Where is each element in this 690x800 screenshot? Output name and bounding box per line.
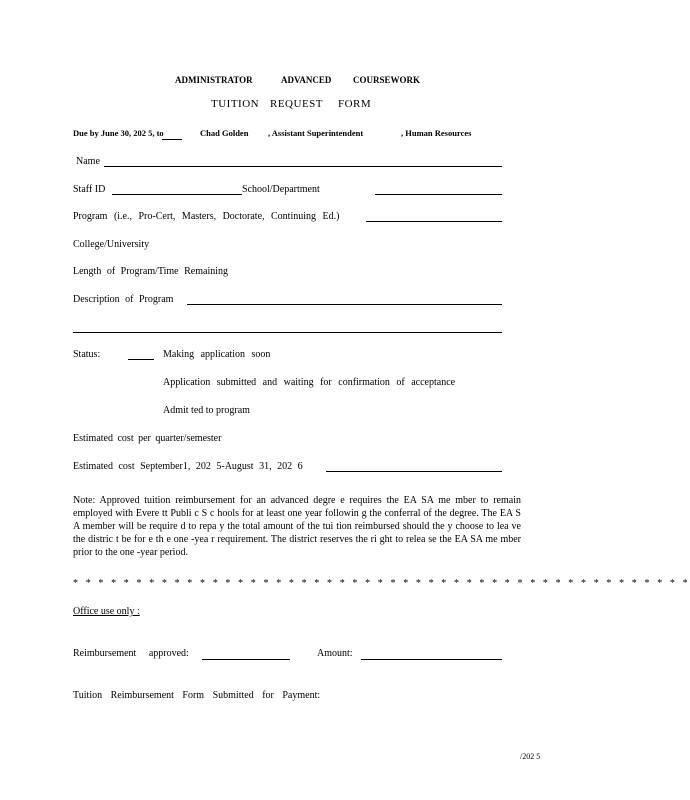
due-department: , Human Resources xyxy=(401,128,472,138)
due-contact-title: , Assistant Superintendent xyxy=(268,128,364,138)
header-administrator: ADMINISTRATOR xyxy=(175,75,253,85)
school-dept-field[interactable] xyxy=(375,194,502,195)
due-contact-name: Chad Golden xyxy=(200,128,249,138)
footer-code: /202 5 xyxy=(520,752,541,761)
separator-stars: * * * * * * * * * * * * * * * * * * * * * * * * * * * * * * * * * * * * * * * * * * * * * * * * * xyxy=(73,578,690,589)
amount-field[interactable] xyxy=(361,659,502,660)
office-use-label: Office use only : xyxy=(73,606,140,617)
cost-period-label: Estimated cost September1, 202 5-August 31, 202 6 xyxy=(73,461,303,472)
college-label: College/University xyxy=(73,239,150,250)
header-advanced: ADVANCED xyxy=(281,75,332,85)
name-field[interactable] xyxy=(104,166,502,167)
title-tuition: TUITION xyxy=(211,98,260,110)
school-dept-label: School/Department xyxy=(242,184,320,195)
note-paragraph: Note: Approved tuition reimbursement for an advanced degre e requires the EA SA me mber to remain employed with Evere tt Publi c S c hools for at least one year followin g the conferral of the degree. The EA S A member will be require d to repa y the total amount of the tui tion reimbursed should the y choose to lea ve the distric t be for e th e one -yea r requirement. The district reserves the ri ght to relea se the EA SA me mber prior to the one -year period. xyxy=(73,495,521,558)
title-request: REQUEST xyxy=(270,98,323,110)
status-option-applying: Making application soon xyxy=(163,349,271,360)
description-field[interactable] xyxy=(187,304,502,305)
staff-id-label: Staff ID xyxy=(73,184,106,195)
due-prefix: Due by June 30, 202 5, to xyxy=(73,128,164,138)
name-label: Name xyxy=(76,156,100,167)
cost-quarter-label: Estimated cost per quarter/semester xyxy=(73,433,222,444)
due-underline xyxy=(162,139,182,140)
status-blank[interactable] xyxy=(128,359,154,360)
description-label: Description of Program xyxy=(73,294,174,305)
status-label: Status: xyxy=(73,349,101,360)
status-option-admitted: Admit ted to program xyxy=(163,405,250,416)
program-field[interactable] xyxy=(366,221,502,222)
cost-period-field[interactable] xyxy=(326,471,502,472)
header-coursework: COURSEWORK xyxy=(353,75,421,85)
length-label: Length of Program/Time Remaining xyxy=(73,266,229,277)
reimbursement-approved-label: Reimbursement approved: xyxy=(73,648,189,659)
status-option-submitted: Application submitted and waiting for confirmation of acceptance xyxy=(163,377,456,388)
title-form: FORM xyxy=(338,98,372,110)
reimbursement-approved-field[interactable] xyxy=(202,659,290,660)
program-label: Program (i.e., Pro-Cert, Masters, Doctorate, Continuing Ed.) xyxy=(73,211,340,222)
form-submitted-label: Tuition Reimbursement Form Submitted for Payment: xyxy=(73,690,321,701)
staff-id-field[interactable] xyxy=(112,194,242,195)
amount-label: Amount: xyxy=(317,648,353,659)
description-field-line2[interactable] xyxy=(73,332,502,333)
